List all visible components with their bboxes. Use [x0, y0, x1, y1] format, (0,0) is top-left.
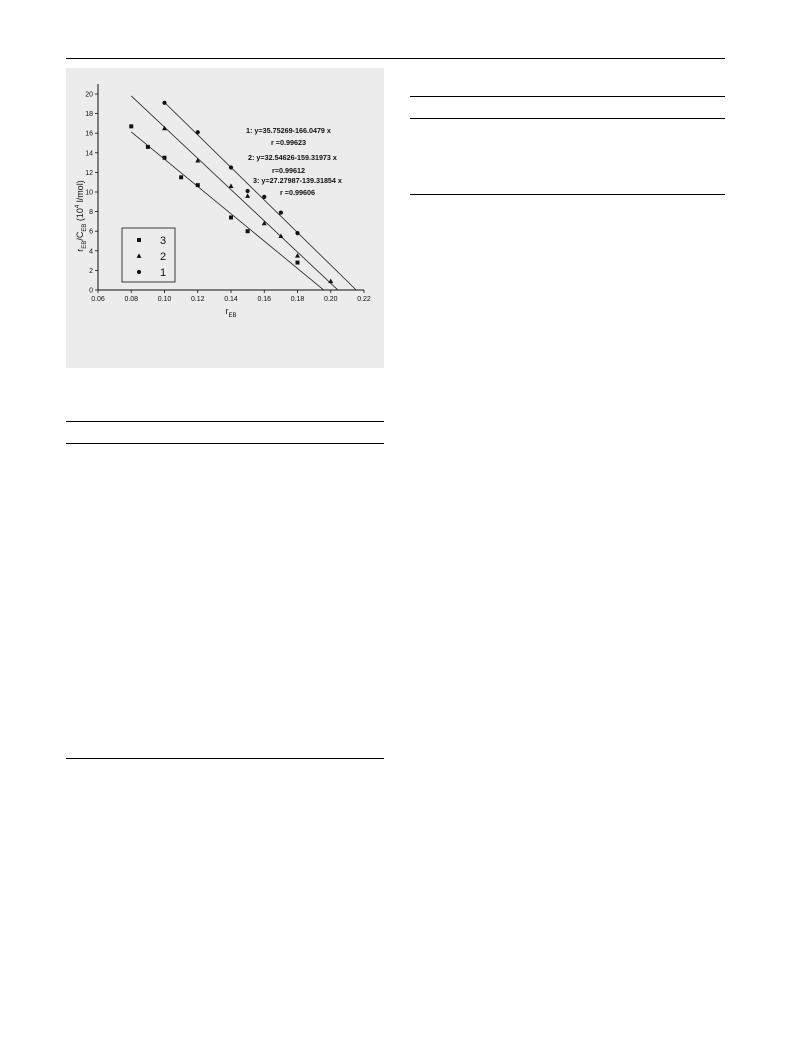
right-table-top-rule: [410, 96, 725, 97]
y-axis-label: $r_{EB}/C_{EB}$ ($10^4$ l/mol): [75, 180, 88, 252]
legend-label: 1: [160, 267, 167, 279]
correlation-coefficient: r =0.99606: [280, 188, 315, 197]
data-point-series-1: [229, 165, 233, 169]
left-table-header-rule: [66, 443, 384, 444]
data-point-series-1: [196, 130, 200, 134]
x-tick-label: 0.16: [257, 296, 272, 303]
legend-marker-3: [137, 238, 141, 242]
left-table-bottom-rule: [66, 758, 384, 759]
y-tick-label: 4: [89, 248, 93, 256]
regression-equation: 3: y=27.27987-139.31854 x: [253, 176, 342, 185]
right-table-header-rule: [410, 118, 725, 119]
x-tick-label: 0.06: [91, 296, 105, 303]
correlation-coefficient: r=0.99612: [272, 166, 305, 175]
data-point-series-3: [163, 156, 167, 160]
left-table-top-rule: [66, 421, 384, 422]
data-point-series-1: [246, 189, 250, 193]
x-tick-label: 0.20: [323, 296, 338, 303]
data-point-series-3: [246, 229, 250, 233]
data-point-series-1: [279, 210, 283, 214]
data-point-series-1: [262, 195, 266, 199]
x-tick-label: 0.08: [124, 296, 139, 303]
regression-annotations: [246, 126, 342, 197]
y-tick-label: 10: [85, 189, 93, 197]
x-tick-label: 0.10: [157, 296, 172, 303]
data-point-series-3: [296, 261, 300, 265]
scatter-chart: [66, 68, 384, 368]
y-tick-label: 2: [89, 267, 93, 275]
regression-equation: 2: y=32.54626-159.31973 x: [248, 153, 337, 162]
y-tick-label: 12: [85, 169, 93, 177]
y-tick-label: 0: [89, 287, 93, 295]
data-point-series-1: [162, 101, 166, 105]
x-tick-label: 0.22: [357, 296, 371, 303]
y-tick-label: 6: [89, 228, 93, 236]
data-point-series-1: [295, 231, 299, 235]
data-point-series-2: [278, 234, 283, 239]
y-tick-labels: [85, 92, 93, 295]
data-point-series-2: [328, 279, 333, 284]
data-point-series-3: [229, 215, 233, 219]
y-tick-label: 20: [85, 91, 93, 99]
x-tick-label: 0.18: [290, 296, 305, 303]
legend-label: 2: [160, 251, 167, 263]
y-tick-label: 16: [85, 130, 93, 138]
y-tick-label: 18: [85, 111, 93, 119]
data-point-series-3: [146, 145, 150, 149]
x-tick-label: 0.14: [224, 296, 238, 303]
right-table-bottom-rule: [410, 194, 725, 195]
legend-box: [122, 228, 175, 282]
data-point-series-3: [179, 175, 183, 179]
legend: [122, 228, 175, 282]
x-axis-label: $r_{EB}$: [225, 306, 237, 319]
x-tick-label: 0.12: [190, 296, 205, 303]
header-rule: [66, 58, 725, 59]
correlation-coefficient: r =0.99623: [271, 138, 306, 147]
data-point-series-2: [162, 126, 167, 131]
y-tick-label: 14: [85, 150, 93, 158]
regression-equation: 1: y=35.75269-166.0479 x: [246, 126, 331, 135]
data-point-series-2: [245, 193, 250, 198]
data-point-series-3: [196, 183, 200, 187]
legend-label: 3: [160, 235, 167, 247]
legend-marker-2: [137, 253, 142, 258]
x-tick-labels: [91, 296, 371, 303]
data-point-series-3: [129, 124, 133, 128]
data-point-series-2: [229, 184, 234, 189]
legend-marker-1: [137, 270, 141, 274]
y-tick-label: 8: [89, 209, 93, 217]
